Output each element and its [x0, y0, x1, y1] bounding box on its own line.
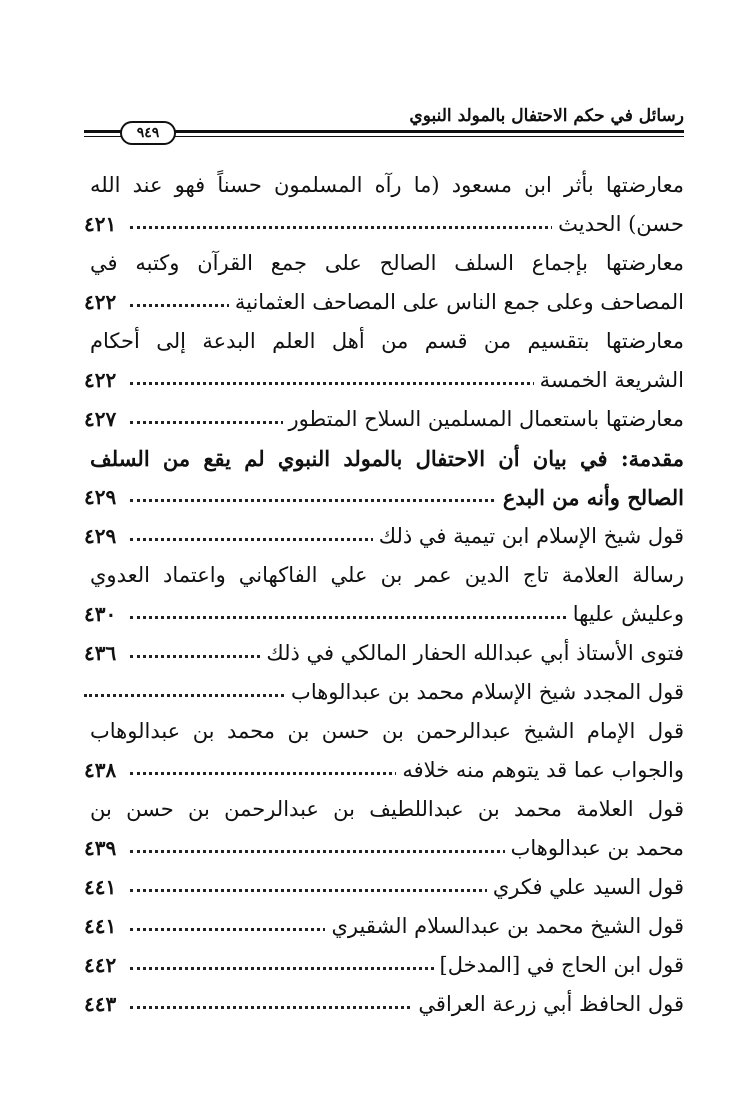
toc-line	[84, 283, 684, 322]
toc-line	[84, 673, 684, 712]
toc-line	[84, 166, 684, 205]
toc-entry-text: فتوى الأستاذ أبي عبدالله الحفار المالكي في ذلك	[260, 634, 684, 673]
toc-entry-text: قول الحافظ أبي زرعة العراقي	[412, 985, 684, 1024]
toc-section-heading: مقدمة: في بيان أن الاحتفال بالمولد النبوي لم يقع من السلف	[84, 439, 684, 478]
toc-line	[84, 907, 684, 946]
toc-page-number: ٤٣٩	[84, 829, 126, 868]
toc-line	[84, 517, 684, 556]
toc-page-number: ٤٤١	[84, 868, 126, 907]
toc-entry-text: وعليش عليها	[567, 595, 684, 634]
toc-page-number: ٤٤١	[84, 907, 126, 946]
toc-line	[84, 985, 684, 1024]
toc-page-number: ٤٤٢	[84, 946, 126, 985]
toc-entry-text: حسن) الحديث	[552, 205, 684, 244]
table-of-contents	[84, 166, 684, 1024]
toc-entry-text: محمد بن عبدالوهاب	[505, 829, 684, 868]
toc-page-number: ٤٢١	[84, 205, 126, 244]
toc-line	[84, 946, 684, 985]
toc-line	[84, 361, 684, 400]
toc-page-number: ٤٢٩	[84, 478, 126, 517]
toc-page-number: ٤٣٦	[84, 634, 126, 673]
toc-entry-text: قول شيخ الإسلام ابن تيمية في ذلك	[373, 517, 684, 556]
toc-line	[84, 205, 684, 244]
toc-line	[84, 712, 684, 751]
toc-page-number: ٤٣٠	[84, 595, 126, 634]
toc-entry-text: معارضتها بإجماع السلف الصالح على جمع القرآن وكتبه في	[84, 244, 684, 283]
toc-page-number: ٤٤٣	[84, 985, 126, 1024]
toc-entry-text: قول المجدد شيخ الإسلام محمد بن عبدالوهاب	[285, 673, 684, 712]
toc-line	[84, 439, 684, 478]
toc-line	[84, 790, 684, 829]
toc-page-number: ٤٢٧	[84, 400, 126, 439]
header-title: رسائل في حكم الاحتفال بالمولد النبوي	[409, 106, 684, 126]
toc-entry-text: والجواب عما قد يتوهم منه خلافه	[396, 751, 684, 790]
toc-entry-text: قول العلامة محمد بن عبداللطيف بن عبدالرحمن بن حسن بن	[84, 790, 684, 829]
toc-entry-text: معارضتها بأثر ابن مسعود (ما رآه المسلمون حسناً فهو عند الله	[84, 166, 684, 205]
toc-line	[84, 478, 684, 517]
toc-page-number: ٤٢٢	[84, 361, 126, 400]
toc-page-number: ٤٣٨	[84, 751, 126, 790]
page-number-badge: ٩٤٩	[120, 121, 176, 145]
toc-entry-text: قول الشيخ محمد بن عبدالسلام الشقيري	[325, 907, 684, 946]
toc-line	[84, 868, 684, 907]
toc-section-heading: الصالح وأنه من البدع	[497, 478, 684, 517]
running-header	[84, 100, 684, 150]
toc-page-number: ٤٢٩	[84, 517, 126, 556]
toc-entry-text: الشريعة الخمسة	[534, 361, 684, 400]
toc-line	[84, 634, 684, 673]
toc-line	[84, 556, 684, 595]
toc-entry-text: قول السيد علي فكري	[487, 868, 684, 907]
toc-entry-text: رسالة العلامة تاج الدين عمر بن علي الفاكهاني واعتماد العدوي	[84, 556, 684, 595]
toc-line	[84, 829, 684, 868]
toc-entry-text: معارضتها بتقسيم من قسم من أهل العلم البدعة إلى أحكام	[84, 322, 684, 361]
toc-line	[84, 244, 684, 283]
toc-entry-text: معارضتها باستعمال المسلمين السلاح المتطور	[283, 400, 684, 439]
toc-page-number: ٤٢٢	[84, 283, 126, 322]
toc-line	[84, 322, 684, 361]
toc-entry-text: المصاحف وعلى جمع الناس على المصاحف العثمانية	[229, 283, 684, 322]
toc-line	[84, 751, 684, 790]
toc-line	[84, 400, 684, 439]
toc-line	[84, 595, 684, 634]
toc-entry-text: قول ابن الحاج في [المدخل]	[434, 946, 684, 985]
toc-entry-text: قول الإمام الشيخ عبدالرحمن بن حسن بن محمد بن عبدالوهاب	[84, 712, 684, 751]
